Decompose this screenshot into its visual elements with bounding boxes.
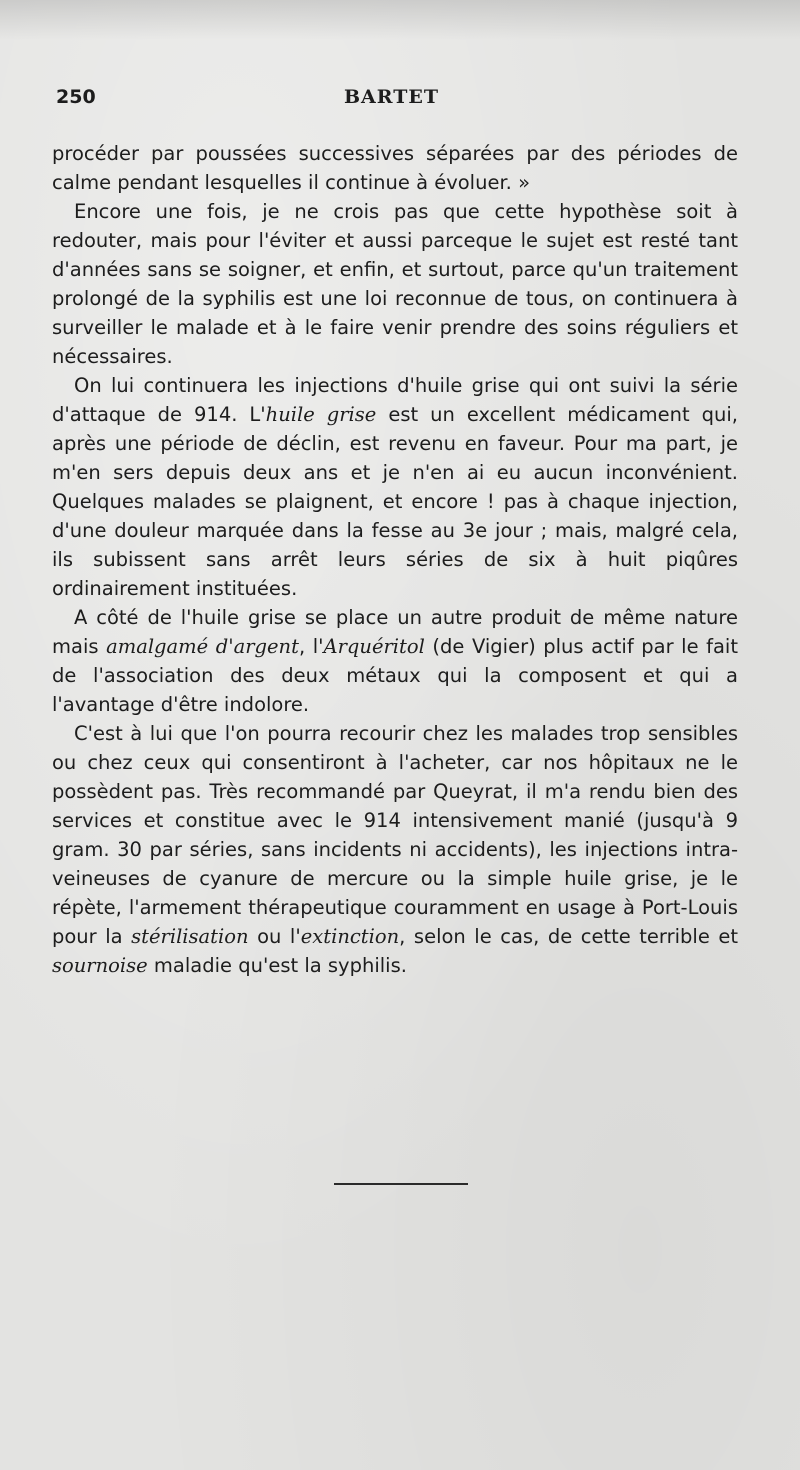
paragraph [52, 197, 738, 371]
italic-text: sournoise [52, 954, 148, 977]
paragraph [52, 603, 738, 719]
text-run: procéder par poussées successives séparées par des périodes de calme pendant lesquelles il continue à évoluer. » [52, 142, 738, 194]
body-text [52, 139, 738, 980]
paragraph [52, 371, 738, 603]
text-run: , l' [298, 635, 324, 658]
text-run: maladie qu'est la syphilis. [147, 954, 407, 977]
text-run: , selon le cas, de cette terrible et [399, 925, 739, 948]
italic-text: stérilisation [131, 925, 249, 948]
scan-shadow [0, 0, 800, 40]
text-run: Encore une fois, je ne crois pas que cette hypothèse soit à redouter, mais pour l'éviter et aussi parceque le sujet est resté tant d'années sans se soigner, et enfin, et surtout, parce qu'un traitement prolongé de la syphilis est une loi reconnue de tous, on continuera à surveiller le malade et à le faire venir prendre des soins réguliers et nécessaires. [52, 200, 738, 368]
page-number: 250 [56, 86, 96, 108]
text-run: ou l' [248, 925, 301, 948]
italic-text: amalgamé d'argent [106, 635, 299, 658]
italic-text: huile grise [265, 403, 377, 426]
paragraph [52, 139, 738, 197]
italic-text: extinction [300, 925, 400, 948]
text-run: On lui continuera les injections d'huile grise qui ont suivi la série d'attaque de 914. L' [52, 374, 738, 426]
paragraph [52, 719, 738, 980]
section-end-rule [334, 1183, 468, 1185]
page-header [56, 86, 736, 116]
text-run: est un excellent médicament qui, après une période de déclin, est revenu en faveur. Pour ma part, je m'en sers depuis deux ans et je n'en ai eu aucun inconvénient. Quelques malades se plaignent, et encore ! pas à chaque injection, d'une douleur marquée dans la fesse au 3e jour ; mais, malgré cela, ils subissent sans arrêt leurs séries de six à huit piqûres ordinairement instituées. [52, 403, 738, 600]
italic-text: Arquéritol [323, 635, 425, 658]
text-run: (de Vigier) plus actif par le fait de l'association des deux métaux qui la composent et qui a l'avantage d'être indolore. [52, 635, 738, 716]
text-run: A côté de l'huile grise se place un autre produit de même nature mais [52, 606, 738, 658]
text-run: C'est à lui que l'on pourra recourir chez les malades trop sensibles ou chez ceux qui consentiront à l'acheter, car nos hôpitaux ne le possèdent pas. Très recommandé par Queyrat, il m'a rendu bien des services et constitue avec le 914 intensivement manié (jusqu'à 9 gram. 30 par séries, sans incidents ni accidents), les injections intra-veineuses de cyanure de mercure ou la simple huile grise, je le répète, l'armement thérapeutique couramment en usage à Port-Louis pour la [52, 722, 738, 948]
running-head: BARTET [344, 86, 440, 108]
